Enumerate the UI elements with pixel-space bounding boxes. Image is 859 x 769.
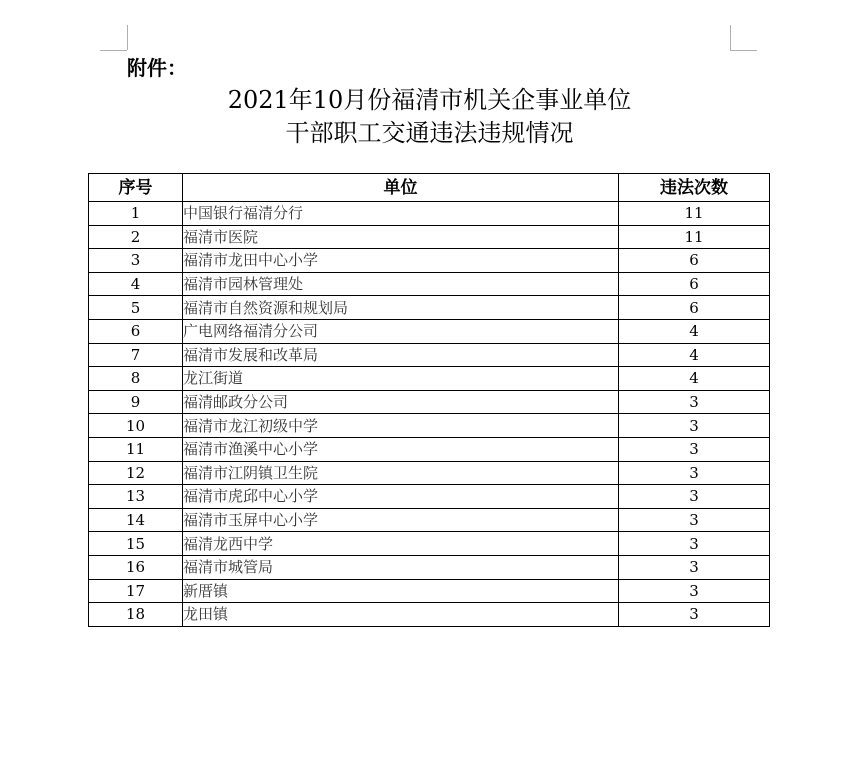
row-violation-count: 11: [619, 225, 770, 249]
row-violation-count: 3: [619, 437, 770, 461]
row-serial-no: 2: [89, 225, 183, 249]
row-serial-no: 6: [89, 319, 183, 343]
table-row: [89, 437, 770, 461]
row-serial-no: 9: [89, 390, 183, 414]
page-corner-mark: [730, 25, 731, 50]
row-serial-no: 18: [89, 603, 183, 627]
row-violation-count: 6: [619, 272, 770, 296]
header-unit: 单位: [183, 174, 619, 202]
table-row: [89, 343, 770, 367]
document-title-line-2: 干部职工交通违法违规情况: [285, 119, 574, 147]
row-violation-count: 3: [619, 390, 770, 414]
row-unit-name: 广电网络福清分公司: [183, 319, 619, 343]
table-row: [89, 367, 770, 391]
attachment-label: 附件：: [127, 56, 187, 80]
page-corner-mark: [730, 50, 757, 51]
row-violation-count: 3: [619, 414, 770, 438]
table-row: [89, 555, 770, 579]
row-unit-name: 福清市城管局: [183, 555, 619, 579]
table-row: [89, 603, 770, 627]
table-row: [89, 532, 770, 556]
row-unit-name: 福清市玉屏中心小学: [183, 508, 619, 532]
header-violation-count: 违法次数: [619, 174, 770, 202]
document-title-line-1: 2021年10月份福清市机关企事业单位: [227, 86, 632, 114]
table-row: [89, 579, 770, 603]
row-serial-no: 15: [89, 532, 183, 556]
row-violation-count: 3: [619, 461, 770, 485]
table-header-row: [89, 174, 770, 202]
row-violation-count: 3: [619, 532, 770, 556]
row-serial-no: 1: [89, 202, 183, 226]
row-unit-name: 福清市园林管理处: [183, 272, 619, 296]
row-violation-count: 3: [619, 603, 770, 627]
row-violation-count: 4: [619, 343, 770, 367]
row-violation-count: 3: [619, 579, 770, 603]
row-serial-no: 10: [89, 414, 183, 438]
row-serial-no: 17: [89, 579, 183, 603]
row-serial-no: 4: [89, 272, 183, 296]
row-violation-count: 3: [619, 485, 770, 509]
table-row: [89, 508, 770, 532]
table-row: [89, 485, 770, 509]
row-unit-name: 福清市虎邱中心小学: [183, 485, 619, 509]
table-row: [89, 272, 770, 296]
page-corner-mark: [100, 50, 127, 51]
row-unit-name: 福清市渔溪中心小学: [183, 437, 619, 461]
table-row: [89, 414, 770, 438]
row-unit-name: 福清市龙田中心小学: [183, 249, 619, 273]
table-row: [89, 225, 770, 249]
row-violation-count: 3: [619, 555, 770, 579]
row-unit-name: 福清市发展和改革局: [183, 343, 619, 367]
row-unit-name: 福清市龙江初级中学: [183, 414, 619, 438]
row-violation-count: 3: [619, 508, 770, 532]
row-unit-name: 福清邮政分公司: [183, 390, 619, 414]
row-violation-count: 6: [619, 296, 770, 320]
row-unit-name: 龙江街道: [183, 367, 619, 391]
row-violation-count: 6: [619, 249, 770, 273]
row-serial-no: 14: [89, 508, 183, 532]
violations-table: [88, 173, 770, 627]
table-row: [89, 390, 770, 414]
row-unit-name: 龙田镇: [183, 603, 619, 627]
row-serial-no: 8: [89, 367, 183, 391]
row-unit-name: 福清市江阴镇卫生院: [183, 461, 619, 485]
row-unit-name: 中国银行福清分行: [183, 202, 619, 226]
row-serial-no: 3: [89, 249, 183, 273]
table-row: [89, 461, 770, 485]
row-serial-no: 5: [89, 296, 183, 320]
row-violation-count: 11: [619, 202, 770, 226]
row-violation-count: 4: [619, 367, 770, 391]
row-serial-no: 12: [89, 461, 183, 485]
page-corner-mark: [127, 25, 128, 50]
table-row: [89, 249, 770, 273]
table-row: [89, 296, 770, 320]
row-violation-count: 4: [619, 319, 770, 343]
row-unit-name: 福清龙西中学: [183, 532, 619, 556]
table-row: [89, 319, 770, 343]
table-body: [89, 202, 770, 627]
row-serial-no: 13: [89, 485, 183, 509]
header-serial-no: 序号: [89, 174, 183, 202]
row-unit-name: 福清市自然资源和规划局: [183, 296, 619, 320]
row-serial-no: 7: [89, 343, 183, 367]
table-row: [89, 202, 770, 226]
row-serial-no: 16: [89, 555, 183, 579]
row-unit-name: 新厝镇: [183, 579, 619, 603]
row-unit-name: 福清市医院: [183, 225, 619, 249]
row-serial-no: 11: [89, 437, 183, 461]
